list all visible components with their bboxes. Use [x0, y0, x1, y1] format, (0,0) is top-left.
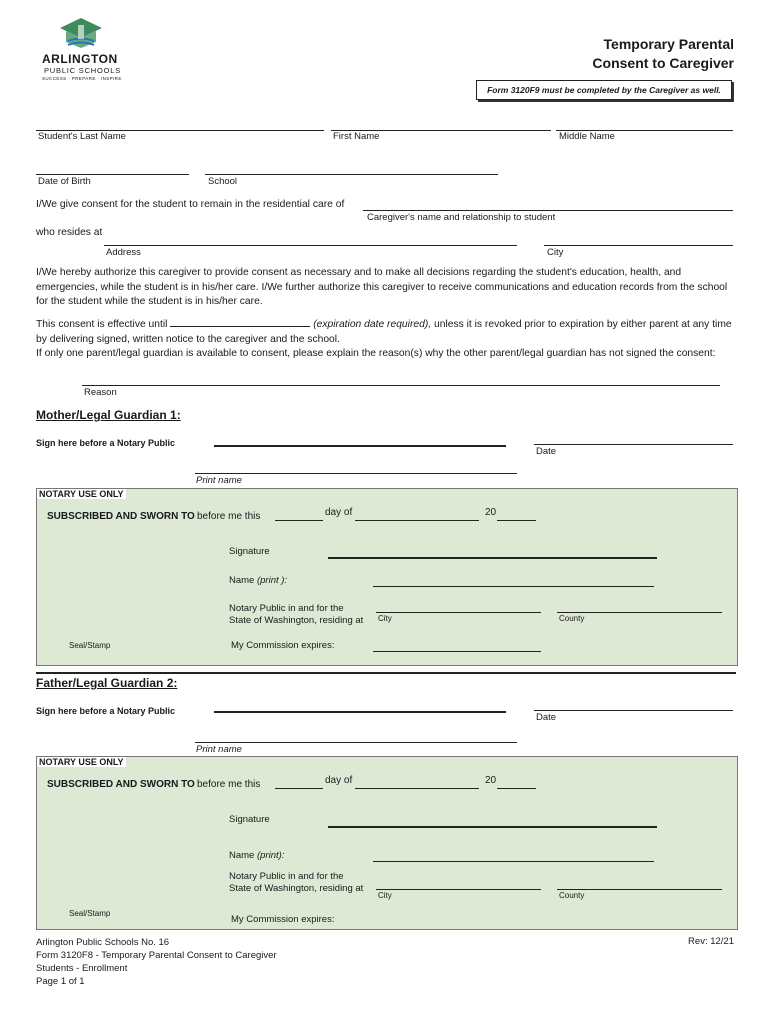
notary-box-1 — [36, 488, 738, 666]
consent-intro-text: I/We give consent for the student to remain in the residential care of — [36, 199, 345, 210]
dob-field[interactable] — [36, 174, 189, 175]
name-print-label: Name (print): — [229, 850, 285, 861]
notary-public-line1: Notary Public in and for the — [229, 603, 344, 614]
revision-label: Rev: 12/21 — [688, 936, 734, 947]
notary-county-label: County — [559, 614, 585, 623]
guardian2-print-label: Print name — [196, 744, 242, 755]
year-prefix: 20 — [485, 507, 497, 518]
caregiver-field[interactable] — [363, 210, 733, 211]
guardian1-signature-field[interactable] — [214, 445, 506, 447]
signature-label: Signature — [229, 546, 270, 557]
notary-city-label: City — [378, 614, 392, 623]
signature-label: Signature — [229, 814, 270, 825]
footer-line2: Form 3120F8 - Temporary Parental Consent to Caregiver — [36, 950, 277, 961]
notary-head: NOTARY USE ONLY — [39, 489, 124, 499]
dayof-text: day of — [325, 775, 353, 786]
logo-emblem-icon — [56, 16, 106, 50]
guardian2-print-field[interactable] — [195, 742, 517, 743]
guardian1-heading: Mother/Legal Guardian 1: — [36, 408, 181, 422]
form-title: Temporary Parental Consent to Caregiver — [592, 36, 734, 71]
dayof-text: day of — [325, 507, 353, 518]
address-field[interactable] — [104, 245, 517, 246]
notary-county-field[interactable] — [557, 612, 722, 613]
notary-signature-field[interactable] — [328, 557, 657, 559]
guardian2-date-field[interactable] — [534, 710, 733, 711]
notary-city-field[interactable] — [376, 612, 541, 613]
commission-field[interactable] — [373, 651, 541, 652]
month-field[interactable] — [355, 520, 479, 521]
school-field[interactable] — [205, 174, 498, 175]
notary-signature-field[interactable] — [328, 826, 657, 828]
notary-name-field[interactable] — [373, 586, 654, 587]
notary-public-line1: Notary Public in and for the — [229, 871, 344, 882]
first-name-label: First Name — [333, 131, 380, 142]
guardian1-date-label: Date — [536, 446, 557, 457]
notary-box-2 — [36, 756, 738, 930]
section-divider — [36, 672, 736, 674]
city-label: City — [547, 247, 564, 258]
guardian2-signature-field[interactable] — [214, 711, 506, 713]
notary-city-label: City — [378, 891, 392, 900]
notary-public-line2: State of Washington, residing at — [229, 883, 364, 894]
reason-label: Reason — [84, 387, 117, 398]
guardian1-print-label: Print name — [196, 475, 242, 486]
one-parent-paragraph: If only one parent/legal guardian is available to consent, please explain the reason(s) why the other parent/legal guardian has not signed the consent: — [36, 348, 716, 359]
guardian1-date-field[interactable] — [534, 444, 733, 445]
notary-county-field[interactable] — [557, 889, 722, 890]
middle-name-label: Middle Name — [559, 131, 615, 142]
logo-sub: PUBLIC SCHOOLS — [44, 66, 122, 75]
seal-stamp-label: Seal/Stamp — [69, 909, 111, 918]
dob-label: Date of Birth — [38, 176, 91, 187]
before-text: before me this — [197, 511, 261, 522]
day-field[interactable] — [275, 788, 323, 789]
logo-tagline: SUCCESS · PREPARE · INSPIRE — [42, 76, 122, 81]
year-field[interactable] — [497, 788, 536, 789]
address-label: Address — [106, 247, 141, 258]
school-logo — [36, 16, 126, 86]
guardian1-print-field[interactable] — [195, 473, 517, 474]
guardian2-sign-label: Sign here before a Notary Public — [36, 706, 176, 716]
guardian2-heading: Father/Legal Guardian 2: — [36, 676, 178, 690]
expiration-date-field[interactable] — [170, 316, 310, 327]
footer-line1: Arlington Public Schools No. 16 — [36, 937, 170, 948]
guardian1-sign-label: Sign here before a Notary Public — [36, 438, 176, 448]
authorize-paragraph: I/We hereby authorize this caregiver to provide consent as necessary and to make all decisions regarding the student's education, health, and emergencies, while the student is in his/her care. I/We further authorize this caregiver to receive communications and education records from the school for the student while the student is in his/her care. — [36, 267, 728, 307]
seal-stamp-label: Seal/Stamp — [69, 641, 111, 650]
name-print-label: Name (print ): — [229, 575, 288, 586]
month-field[interactable] — [355, 788, 479, 789]
guardian2-date-label: Date — [536, 712, 557, 723]
year-field[interactable] — [497, 520, 536, 521]
notary-county-label: County — [559, 891, 585, 900]
commission-label: My Commission expires: — [231, 640, 335, 651]
commission-label: My Commission expires: — [231, 914, 335, 925]
city-field[interactable] — [544, 245, 733, 246]
sworn-text: SUBSCRIBED AND SWORN TO — [47, 779, 195, 790]
effective-paragraph: This consent is effective until (expiration date required), unless it is revoked prior to expiration by either parent at any time by delivering signed, written notice to the caregiver and the school. — [36, 316, 736, 347]
notary-city-field[interactable] — [376, 889, 541, 890]
before-text: before me this — [197, 779, 261, 790]
last-name-label: Student's Last Name — [38, 131, 126, 142]
caregiver-label: Caregiver's name and relationship to student — [367, 212, 556, 223]
caregiver-note-box: Form 3120F9 must be completed by the Caregiver as well. — [476, 80, 732, 100]
resides-text: who resides at — [36, 227, 103, 238]
notary-head: NOTARY USE ONLY — [39, 757, 124, 767]
footer-line4: Page 1 of 1 — [36, 976, 85, 987]
footer-line3: Students - Enrollment — [36, 963, 128, 974]
year-prefix: 20 — [485, 775, 497, 786]
notary-public-line2: State of Washington, residing at — [229, 615, 364, 626]
reason-field[interactable] — [82, 385, 720, 386]
sworn-text: SUBSCRIBED AND SWORN TO — [47, 511, 195, 522]
footer — [36, 936, 277, 988]
day-field[interactable] — [275, 520, 323, 521]
notary-name-field[interactable] — [373, 861, 654, 862]
logo-name: ARLINGTON — [42, 52, 118, 66]
school-label: School — [208, 176, 238, 187]
